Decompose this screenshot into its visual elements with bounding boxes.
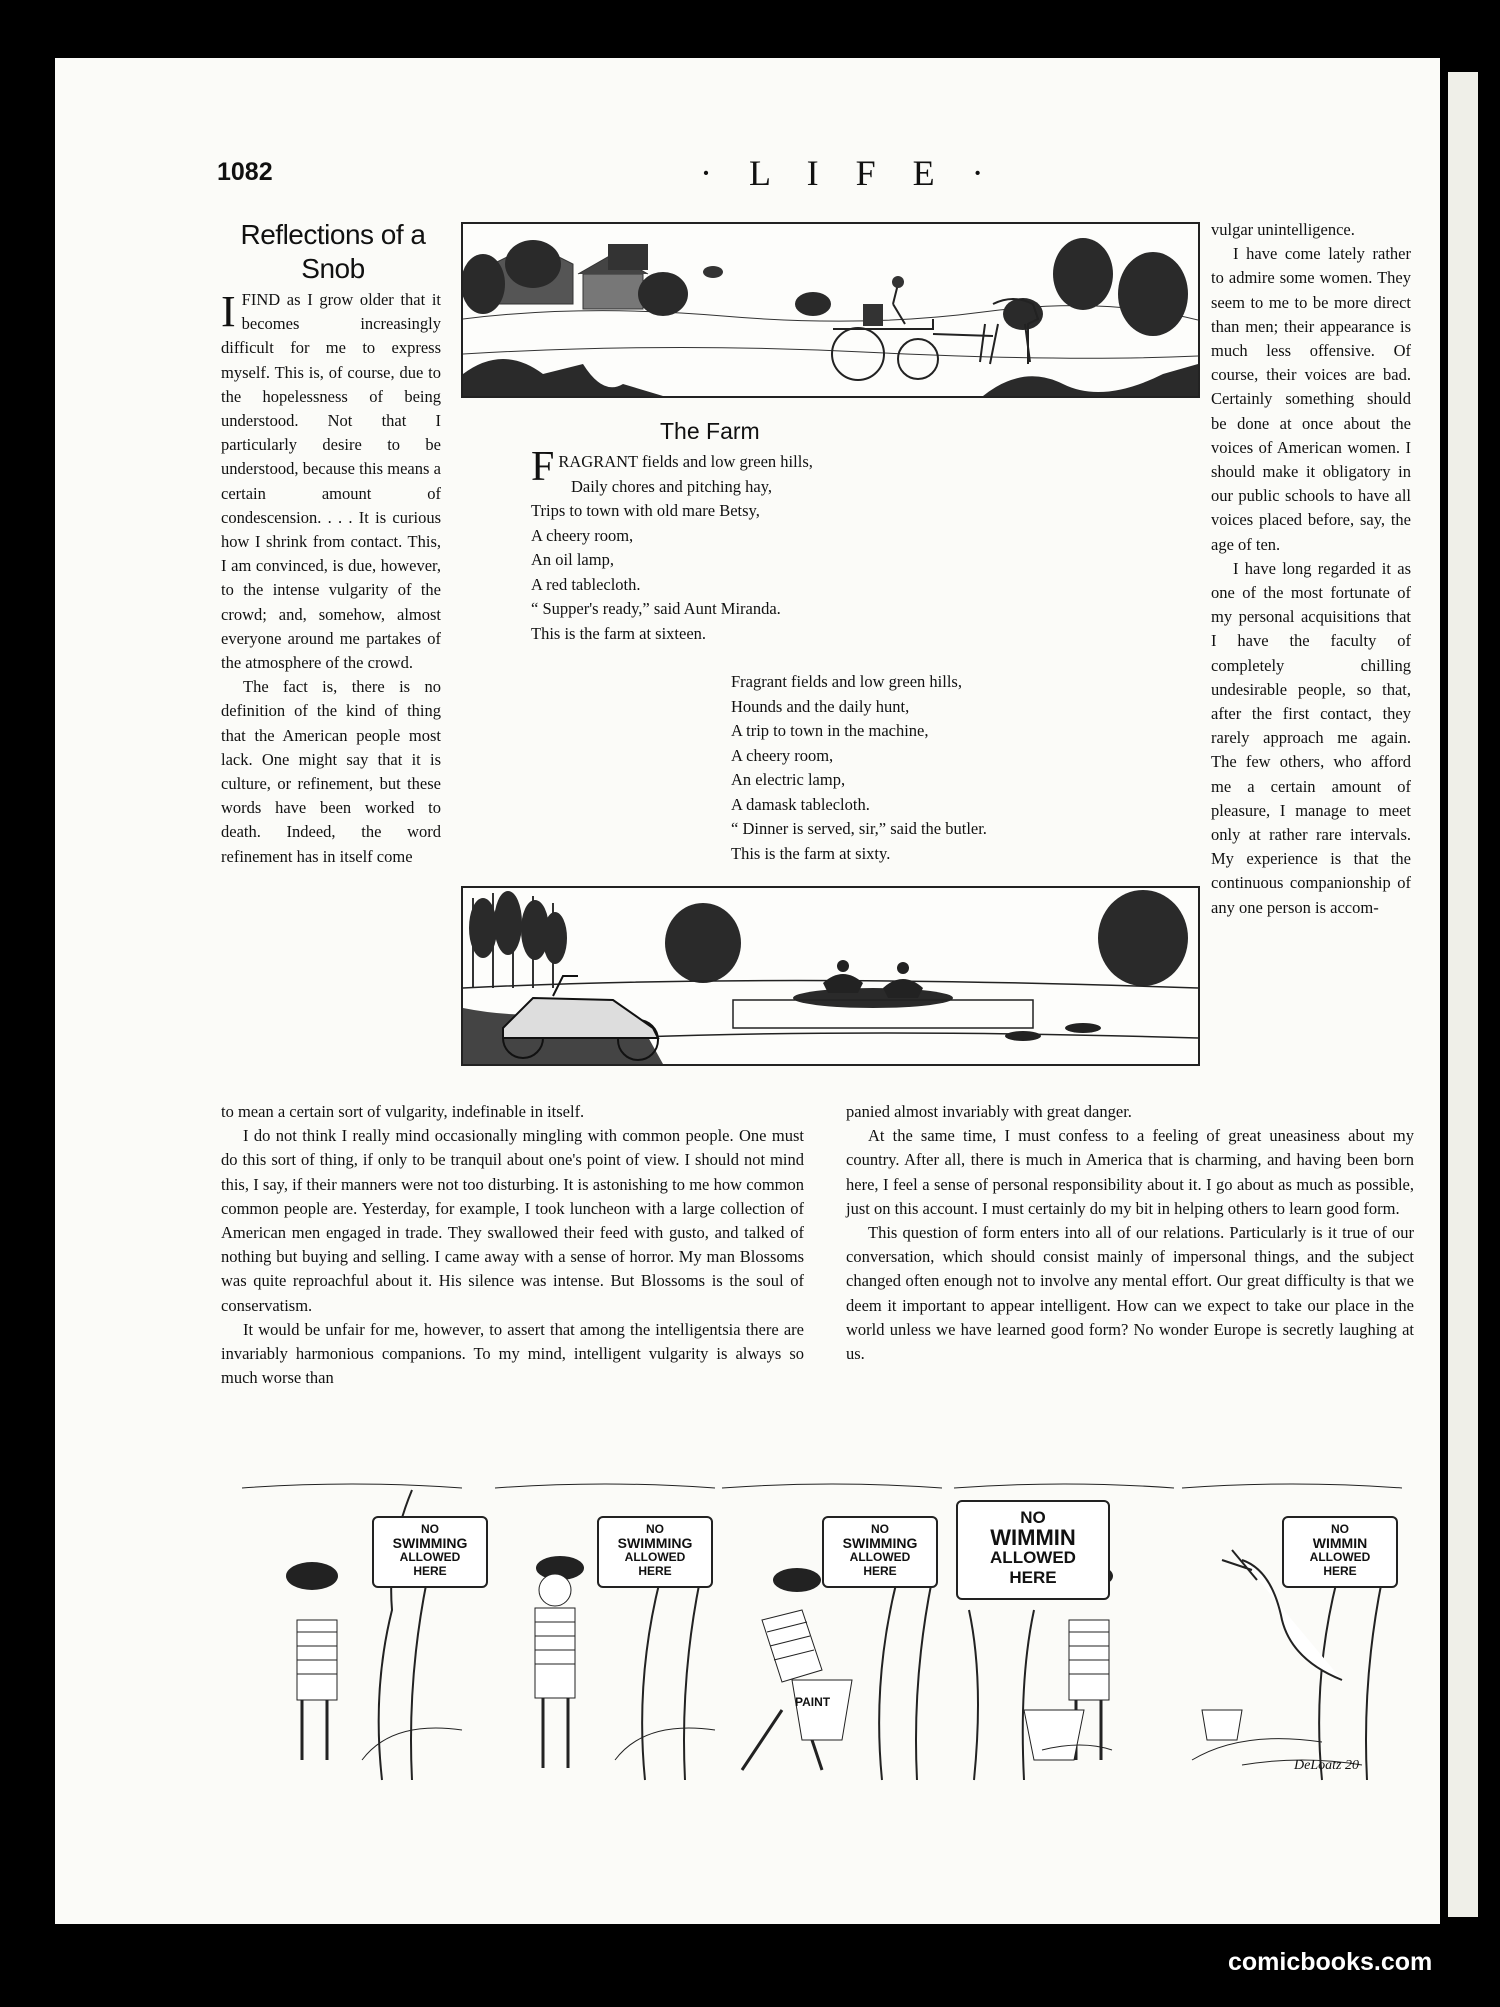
bottom-left-para-2: I do not think I really mind occasionally mingling with common people. One must do this sort of thing, if only to be tranquil about one's point of view. I should not mind this, I say, if their manners were not too disturbing. It is astonishing to me how common common people are. Yesterday, for example, I took luncheon with a large collection of American men engaged in trade. They swallowed their feed with gusto, and talked of nothing but buying and selling. I came away with a sense of horror. My man Blossoms was quite reproachful about it. His silence was intense. But Blossoms is the soul of conservatism. — [221, 1126, 804, 1315]
sign-1-line-2: SWIMMING — [392, 1535, 468, 1551]
poem-stanza-1 — [531, 444, 813, 646]
poem-line-2-8: This is the farm at sixty. — [731, 843, 891, 863]
poem-line-2-7: “ Dinner is served, sir,” said the butler. — [731, 819, 987, 838]
comic-sign-1 — [372, 1516, 488, 1588]
poem-line-2-6: A damask tablecloth. — [731, 794, 870, 814]
poem-line-1-6: A red tablecloth. — [531, 574, 641, 594]
next-page-edge — [1448, 72, 1478, 1917]
sign-4-line-2: WIMMIN — [990, 1525, 1076, 1550]
poem-line-2-4: A cheery room, — [731, 745, 834, 765]
poem-line-1-1: RAGRANT fields and low green hills, — [558, 452, 813, 471]
poem-line-1-3: Trips to town with old mare Betsy, — [531, 501, 760, 520]
paint-can-label: PAINT — [795, 1695, 831, 1709]
col3-para-3: I have long regarded it as one of the most fortunate of my personal acquisitions that I have the faculty of completely chilling undesirable people, so that, after the first contact, they rarely approach me again. The few others, who afford me a certain amount of pleasure, I manage to meet only at rather rare intervals. My experience is that the continuous companionship of any one person is accom- — [1211, 558, 1411, 917]
poem-title: The Farm — [660, 418, 760, 444]
artist-signature: DeLoatz 20 — [1294, 1758, 1359, 1773]
poem-line-1-5: An oil lamp, — [531, 550, 614, 569]
poem-line-2-3: A trip to town in the machine, — [731, 721, 929, 740]
comic-sign-4 — [956, 1500, 1110, 1600]
sign-2-line-2: SWIMMING — [617, 1535, 693, 1551]
sign-5-line-4: HERE — [1323, 1564, 1357, 1578]
sign-5-line-3: ALLOWED — [1309, 1550, 1371, 1564]
bottom-left-para-1: to mean a certain sort of vulgarity, indefinable in itself. — [221, 1102, 585, 1121]
col1-para-1: FIND as I grow older that it becomes increasingly difficult for me to express myself. This is, of course, due to the hopelessness of being understood. Not that I particularly desire to be understood, because this means a certain amount of condescension. . . . It is curious how I shrink from contact. This, I am convinced, is due, however, to the intense vulgarity of the crowd; and, somehow, almost everyone around me partakes of the atmosphere of the crowd. — [221, 290, 441, 673]
bottom-left-para-3: It would be unfair for me, however, to assert that among the intelligentsia there are invariably harmonious companions. To my mind, intelligent vulgarity is always so much worse than — [221, 1319, 804, 1388]
sign-3-line-4: HERE — [863, 1564, 897, 1578]
col1-para-2: The fact is, there is no definition of the kind of thing that the American people most lack. One might say that it is culture, or refinement, but these words have been worked to death. Indeed, the word refinement has in itself come — [221, 677, 441, 866]
hunt-motorcar-illustration — [461, 886, 1200, 1066]
sign-1-line-3: ALLOWED — [399, 1550, 461, 1564]
masthead: · L I F E · — [700, 153, 998, 193]
bottom-right-para-1: panied almost invariably with great danger. — [846, 1102, 1132, 1121]
poem-line-1-4: A cheery room, — [531, 525, 634, 545]
comic-sign-3 — [822, 1516, 938, 1588]
article-bottom-right — [846, 1100, 1414, 1366]
article-title-line2: Snob — [301, 253, 365, 284]
col3-para-2: I have come lately rather to admire some women. They seem to me to be more direct than men; their appearance is much less offensive. Of course, their voices are bad. Certainly something should be done at once about the voices of American women. I should make it obligatory in our public schools to have all voices placed before, say, the age of ten. — [1211, 244, 1411, 554]
sign-5-line-1: NO — [1331, 1522, 1349, 1536]
page-number: 1082 — [217, 158, 273, 186]
poem-line-2-1: Fragrant fields and low green hills, — [731, 672, 962, 691]
sign-5-line-2: WIMMIN — [1312, 1535, 1368, 1551]
sign-1-line-1: NO — [421, 1522, 439, 1536]
poem-line-1-8: This is the farm at sixteen. — [531, 623, 707, 643]
poem-stanza-2 — [731, 670, 987, 866]
sign-4-line-1: NO — [1020, 1508, 1046, 1527]
article-title — [218, 218, 448, 286]
sign-3-line-1: NO — [871, 1522, 889, 1536]
bottom-right-para-2: At the same time, I must confess to a feeling of great uneasiness about my country. After all, there is much in America that is charming, and having been born here, I feel a sense of personal responsibility about it. I go about as much as possible, just on this account. I must certainly do my bit in helping others to learn good form. — [846, 1126, 1414, 1218]
sign-3-line-2: SWIMMING — [842, 1535, 918, 1551]
sign-4-line-3: ALLOWED — [990, 1548, 1076, 1567]
article-dropcap: I — [221, 287, 236, 336]
sign-2-line-1: NO — [646, 1522, 664, 1536]
site-watermark: comicbooks.com — [1228, 1948, 1433, 1976]
bottom-right-para-3: This question of form enters into all of our relations. Particularly is it true of our conversation, which should consist mainly of impersonal things, and the subject changed often enough not to involve any mental effort. Our great difficulty is that we deem it important to appear intelligent. How can we expect to take our place in the world unless we have learned good form? No wonder Europe is secretly laughing at us. — [846, 1223, 1414, 1364]
farm-wagon-illustration — [461, 222, 1200, 398]
sign-1-line-4: HERE — [413, 1564, 447, 1578]
poem-line-2-5: An electric lamp, — [731, 770, 846, 789]
comic-sign-2 — [597, 1516, 713, 1588]
col3-para-1: vulgar unintelligence. — [1211, 220, 1355, 239]
poem-line-2-2: Hounds and the daily hunt, — [731, 696, 910, 716]
article-column-3 — [1211, 218, 1411, 920]
article-title-line1: Reflections of a — [240, 219, 426, 250]
poem-line-1-2: Daily chores and pitching hay, — [571, 476, 772, 496]
poem-dropcap: F — [531, 444, 555, 490]
poem-line-1-7: “ Supper's ready,” said Aunt Miranda. — [531, 599, 781, 618]
article-column-1 — [221, 288, 441, 869]
comic-strip — [242, 1480, 1412, 1785]
sign-2-line-3: ALLOWED — [624, 1550, 686, 1564]
sign-2-line-4: HERE — [638, 1564, 672, 1578]
article-bottom-left — [221, 1100, 804, 1390]
sign-3-line-3: ALLOWED — [849, 1550, 911, 1564]
sign-4-line-4: HERE — [1009, 1568, 1057, 1587]
comic-sign-5 — [1282, 1516, 1398, 1588]
